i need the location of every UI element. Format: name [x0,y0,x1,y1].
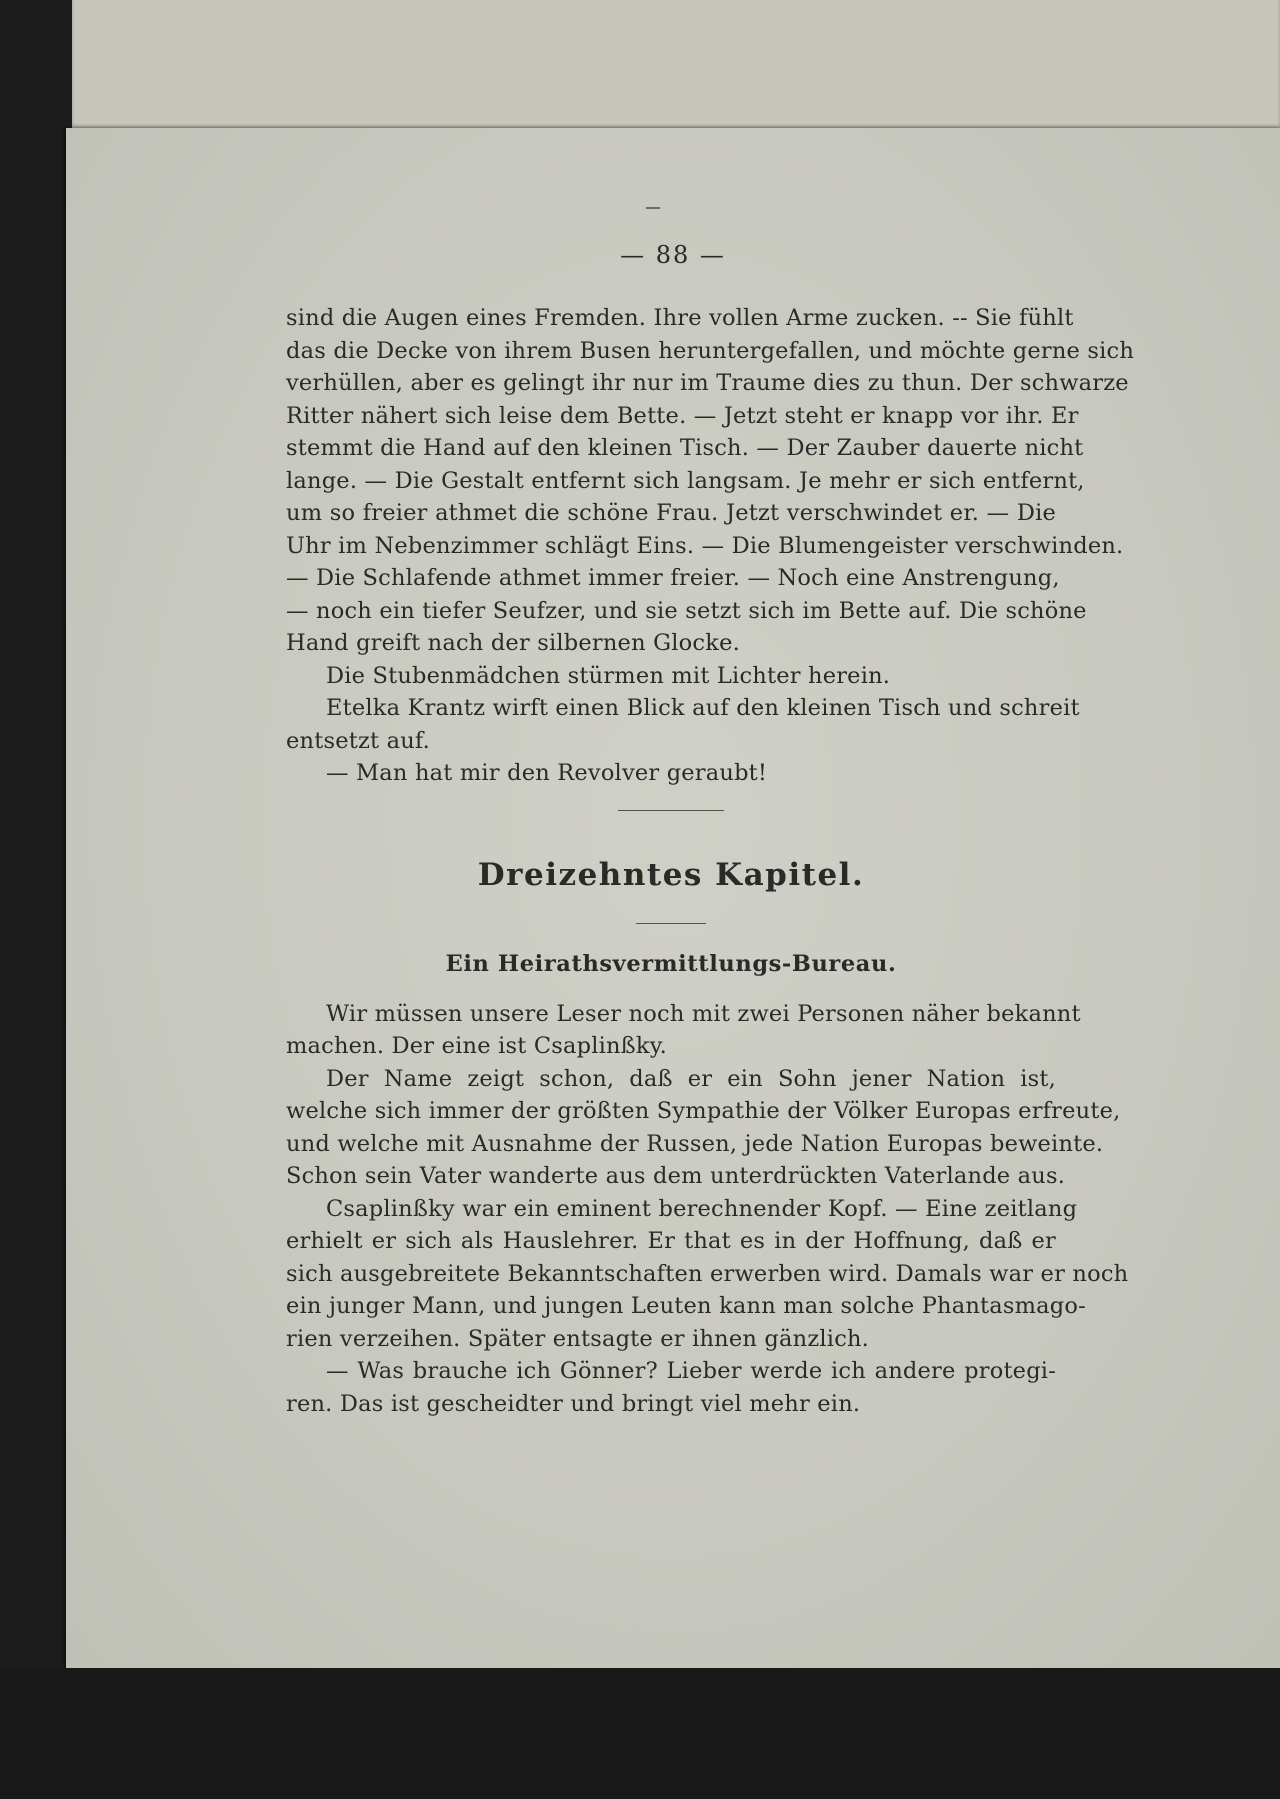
text-line: machen. Der eine ist Csaplinßky. [286,1033,668,1059]
text-line: — noch ein tiefer Seufzer, und sie setzt sich im Bette auf. Die schöne [286,597,1087,624]
text-line: erhielt er sich als Hauslehrer. Er that es in der Hoffnung, daß er [286,1228,1056,1254]
text-line: um so freier athmet die schöne Frau. Jetzt verschwindet er. — Die [286,500,1056,526]
text-line: stemmt die Hand auf den kleinen Tisch. — Der Zauber dauerte nicht [286,435,1084,461]
text-line: — Was brauche ich Gönner? Lieber werde ich andere protegi- [326,1358,1056,1384]
previous-page-edge [72,0,1280,128]
chapter-title: Dreizehntes Kapitel. [477,856,865,893]
chapter-end-text [286,302,1135,790]
page-number: — 88 — [620,241,726,269]
paragraph [286,1193,1129,1356]
section-divider [618,810,724,811]
scan-background [0,1668,1280,1799]
chapter-start-text [286,998,1129,1421]
chapter-subtitle: Ein Heirathsvermittlungs-Bureau. [445,950,897,977]
paragraph [286,757,1056,790]
paragraph [286,998,1081,1063]
text-line: Hand greift nach der silbernen Glocke. [286,630,740,656]
text-line: sich ausgebreitete Bekanntschaften erwerben wird. Damals war er noch [286,1260,1129,1287]
paragraph [286,1063,1121,1193]
text-line: und welche mit Ausnahme der Russen, jede Nation Europas beweinte. [286,1130,1104,1157]
text-line: Der Name zeigt schon, daß er ein Sohn jener Nation ist, [326,1065,1056,1092]
text-line: sind die Augen eines Fremden. Ihre vollen Arme zucken. -- Sie fühlt [286,305,1074,331]
text-line: Uhr im Nebenzimmer schlägt Eins. — Die Blumengeister verschwinden. [286,532,1124,559]
title-divider [636,923,706,924]
text-line: Wir müssen unsere Leser noch mit zwei Personen näher bekannt [326,1000,1081,1027]
text-line: Ritter nähert sich leise dem Bette. — Jetzt steht er knapp vor ihr. Er [286,402,1079,429]
text-line: lange. — Die Gestalt entfernt sich langsam. Je mehr er sich entfernt, [286,467,1085,494]
text-line: Etelka Krantz wirft einen Blick auf den kleinen Tisch und schreit [326,695,1080,721]
text-line: Schon sein Vater wanderte aus dem unterdrückten Vaterlande aus. [286,1163,1066,1189]
page-text [286,302,1135,1420]
text-line: — Die Schlafende athmet immer freier. — Noch eine Anstrengung, [286,565,1060,591]
text-line: entsetzt auf. [286,727,430,754]
text-line: verhüllen, aber es gelingt ihr nur im Traume dies zu thun. Der schwarze [286,370,1129,396]
paragraph [286,692,1080,757]
text-line: Csaplinßky war ein eminent berechnender Kopf. — Eine zeitlang [326,1195,1078,1222]
text-line: ren. Das ist gescheidter und bringt viel mehr ein. [286,1390,861,1417]
text-line: das die Decke von ihrem Busen heruntergefallen, und möchte gerne sich [286,337,1135,364]
text-line: Die Stubenmädchen stürmen mit Lichter herein. [326,662,891,689]
paragraph [286,1355,1056,1420]
page-mark [646,207,660,209]
paragraph [286,660,1056,693]
text-line: rien verzeihen. Später entsagte er ihnen gänzlich. [286,1325,870,1352]
text-line: ein junger Mann, und jungen Leuten kann man solche Phantasmago- [286,1293,1086,1319]
paragraph [286,302,1135,660]
text-line: — Man hat mir den Revolver geraubt! [326,760,768,786]
text-line: welche sich immer der größten Sympathie der Völker Europas erfreute, [286,1098,1121,1124]
